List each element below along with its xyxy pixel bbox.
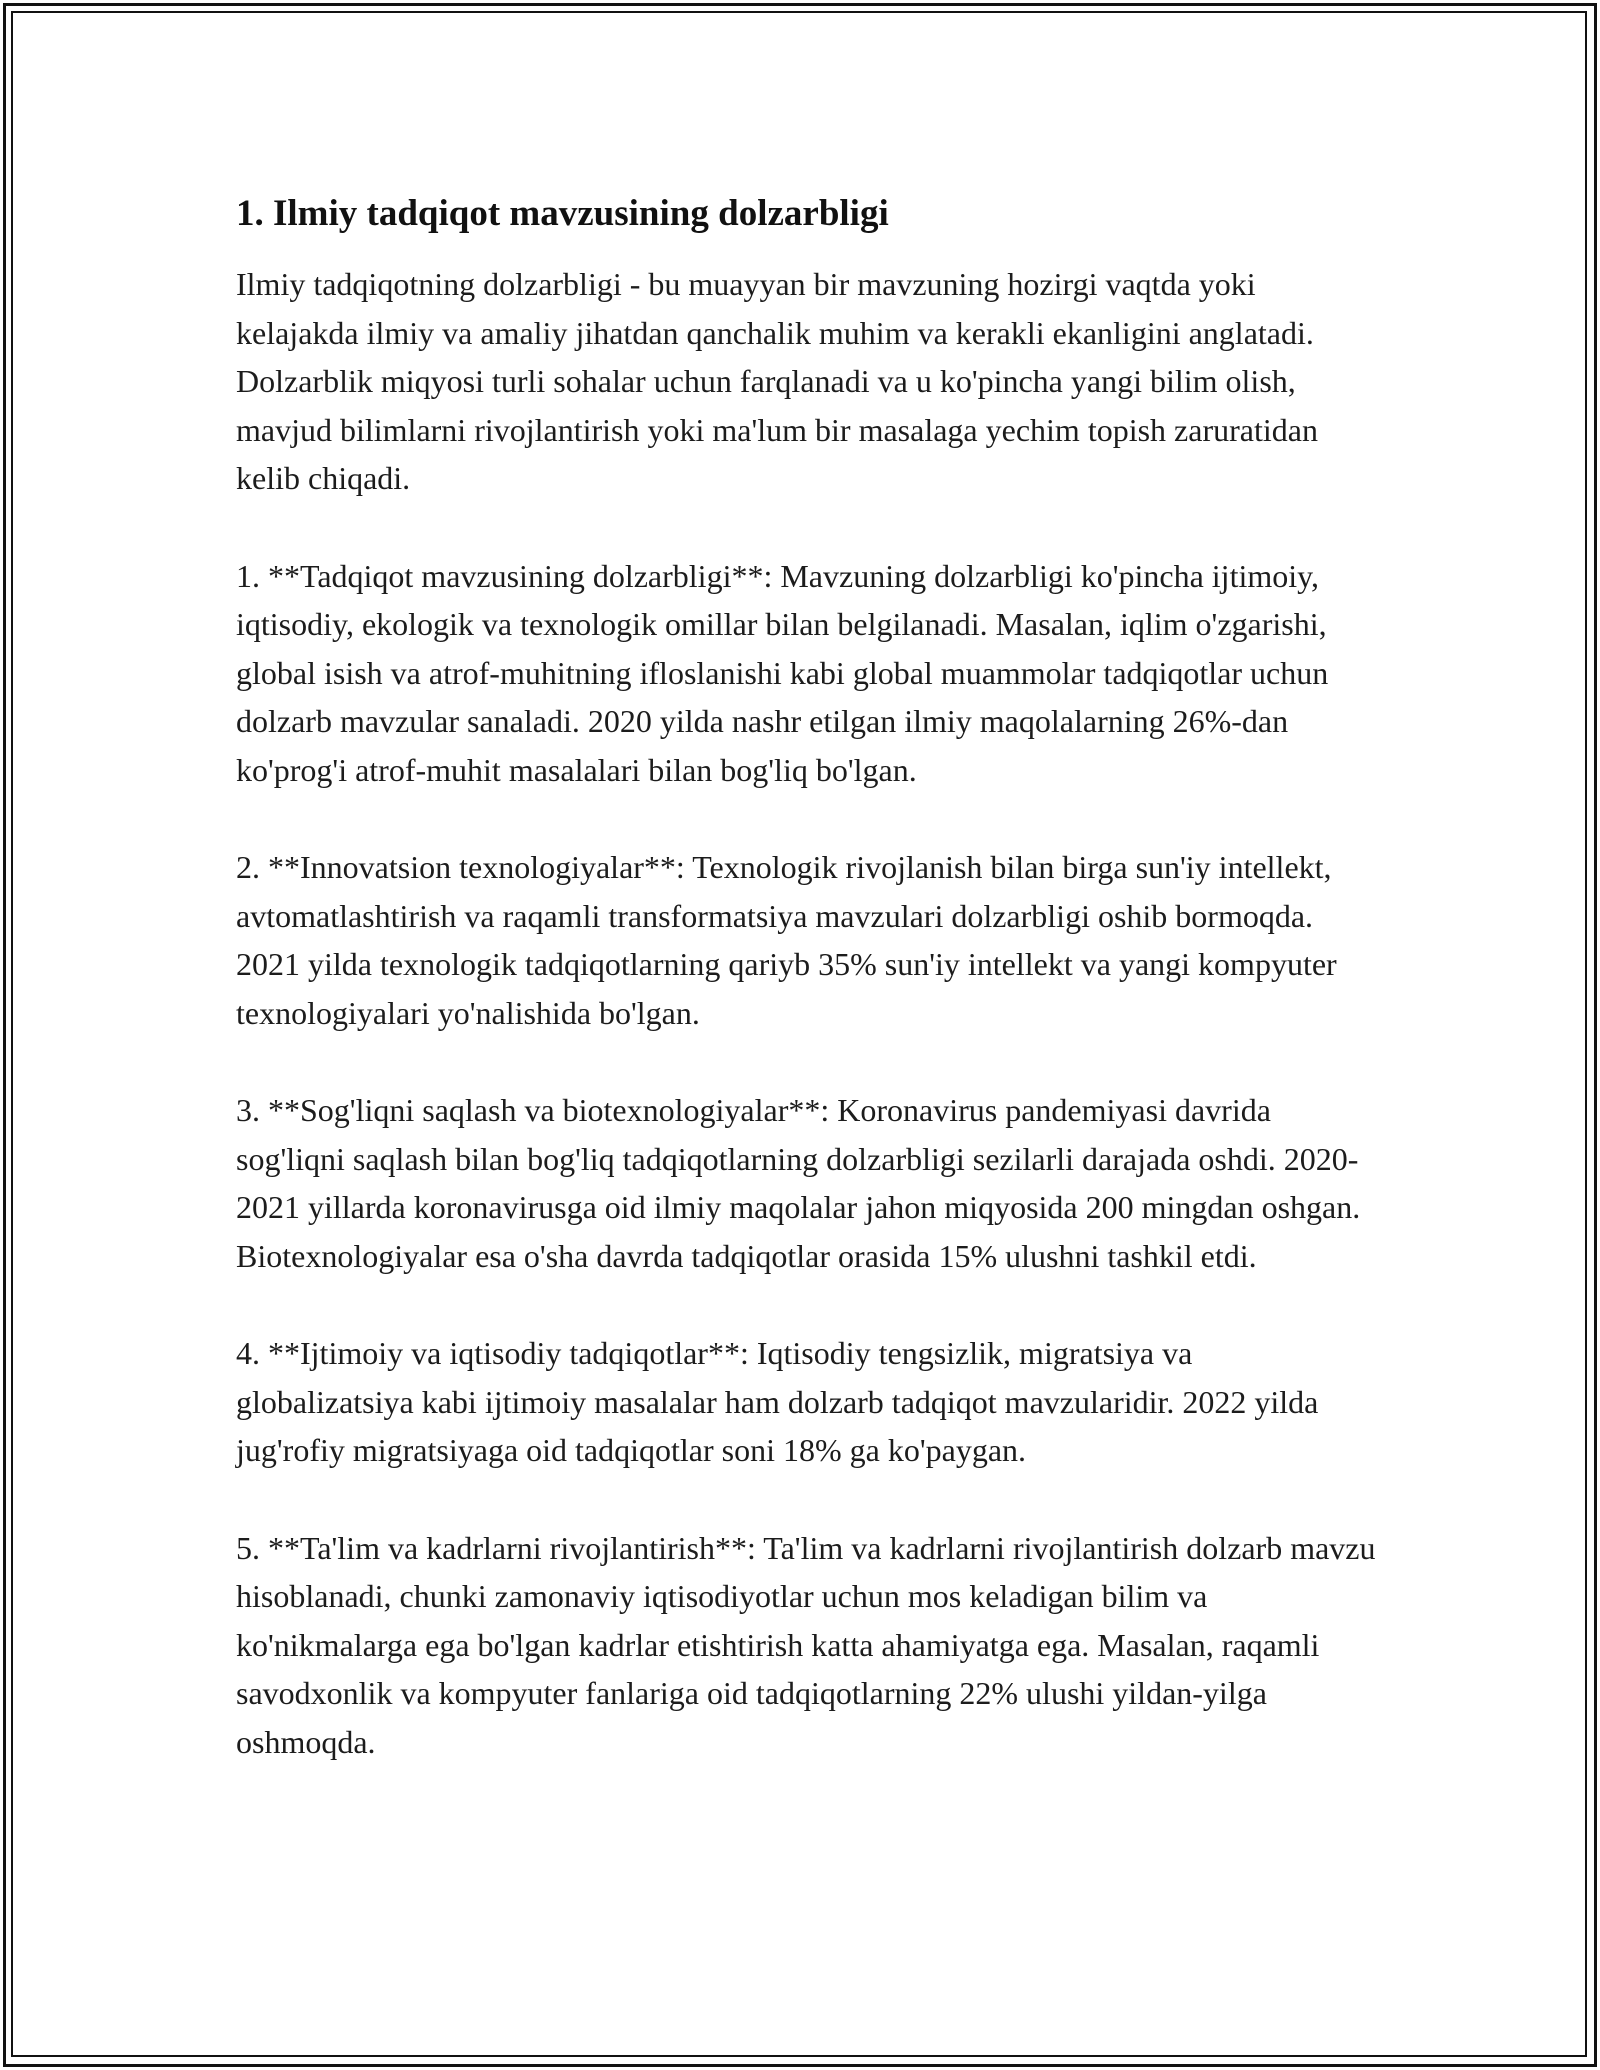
document-body xyxy=(236,188,1376,1815)
list-item-5: 5. **Ta'lim va kadrlarni rivojlantirish**: Ta'lim va kadrlarni rivojlantirish dolzarb mavzu hisoblanadi, chunki zamonaviy iqtisodiyotlar uchun mos keladigan bilim va ko'nikmalarga ega bo'lgan kadrlar etishtirish katta ahamiyatga ega. Masalan, raqamli savodxonlik va kompyuter fanlariga oid tadqiqotlarning 22% ulushi yildan-yilga oshmoqda. xyxy=(236,1529,1376,1760)
page-title: 1. Ilmiy tadqiqot mavzusining dolzarbligi xyxy=(236,193,889,234)
list-item-2: 2. **Innovatsion texnologiyalar**: Texnologik rivojlanish bilan birga sun'iy intellekt, avtomatlashtirish va raqamli transformatsiya mavzulari dolzarbligi oshib bormoqda. 2021 yilda texnologik tadqiqotlarning qariyb 35% sun'iy intellekt va yangi kompyuter texnologiyalari yo'nalishida bo'lgan. xyxy=(236,849,1337,1031)
intro-paragraph: Ilmiy tadqiqotning dolzarbligi - bu muayyan bir mavzuning hozirgi vaqtda yoki kelajakda ilmiy va amaliy jihatdan qanchalik muhim va kerakli ekanligini anglatadi. Dolzarblik miqyosi turli sohalar uchun farqlanadi va u ko'pincha yangi bilim olish, mavjud bilimlarni rivojlantirish yoki ma'lum bir masalaga yechim topish zaruratidan kelib chiqadi. xyxy=(236,266,1318,496)
list-item-4: 4. **Ijtimoiy va iqtisodiy tadqiqotlar**: Iqtisodiy tengsizlik, migratsiya va globalizatsiya kabi ijtimoiy masalalar ham dolzarb tadqiqot mavzularidir. 2022 yilda jug'rofiy migratsiyaga oid tadqiqotlar soni 18% ga ko'paygan. xyxy=(236,1335,1319,1468)
list-item-1: 1. **Tadqiqot mavzusining dolzarbligi**: Mavzuning dolzarbligi ko'pincha ijtimoiy, iqtisodiy, ekologik va texnologik omillar bilan belgilanadi. Masalan, iqlim o'zgarishi, global isish va atrof-muhitning ifloslanishi kabi global muammolar tadqiqotlar uchun dolzarb mavzular sanaladi. 2020 yilda nashr etilgan ilmiy maqolalarning 26%-dan ko'prog'i atrof-muhit masalalari bilan bog'liq bo'lgan. xyxy=(236,557,1329,788)
list-item-3: 3. **Sog'liqni saqlash va biotexnologiyalar**: Koronavirus pandemiyasi davrida sog'liqni saqlash bilan bog'liq tadqiqotlarning dolzarbligi sezilarli darajada oshdi. 2020-2021 yillarda koronavirusga oid ilmiy maqolalar jahon miqyosida 200 mingdan oshgan. Biotexnologiyalar esa o'sha davrda tadqiqotlar orasida 15% ulushni tashkil etdi. xyxy=(236,1092,1361,1274)
